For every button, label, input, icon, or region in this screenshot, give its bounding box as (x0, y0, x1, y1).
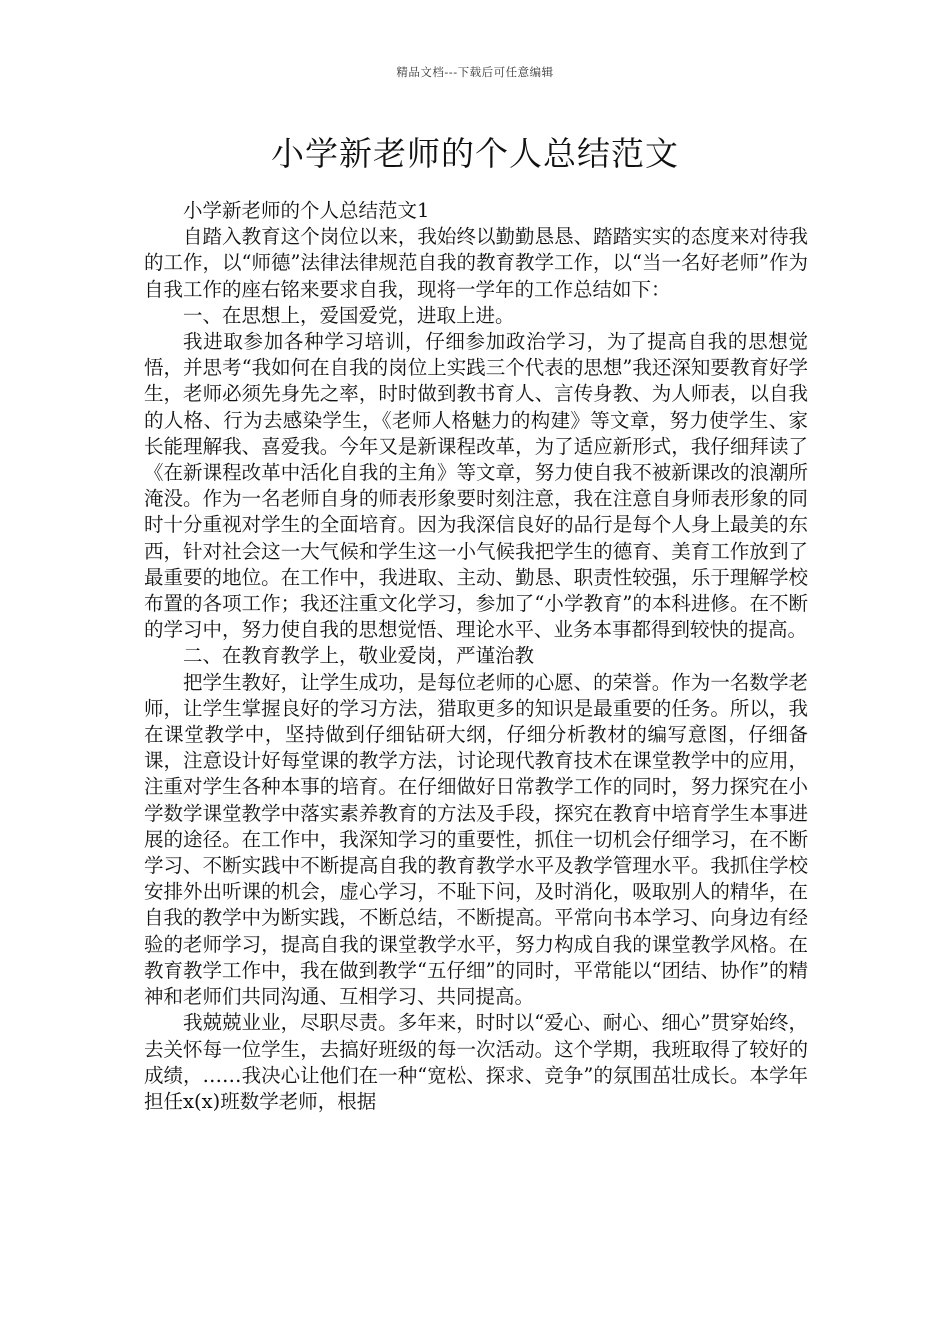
section-heading: 二、在教育教学上，敬业爱岗，严谨治教 (183, 644, 535, 668)
section-heading: 一、在思想上，爱国爱党，进取上进。 (183, 303, 515, 327)
body-paragraph: 把学生教好，让学生成功，是每位老师的心愿、的荣誉。作为一名数学老师，让学生掌握良好的学习方法，猎取更多的知识是最重要的任务。所以，我在课堂教学中，坚持做到仔细钻研大纲，仔细分析教材的编写意图，仔细备课，注意设计好每堂课的教学方法，讨论现代教育技术在课堂教学中的应用，注重对学生各种本事的培育。在仔细做好日常教学工作的同时，努力探究在小学数学课堂教学中落实素养教育的方法及手段，探究在教育中培育学生本事进展的途径。在工作中，我深知学习的重要性，抓住一切机会仔细学习，在不断学习、不断实践中不断提高自我的教育教学水平及教学管理水平。我抓住学校安排外出听课的机会，虚心学习，不耻下问，及时消化，吸取别人的精华，在自我的教学中为断实践，不断总结，不断提高。平常向书本学习、向身边有经验的老师学习，提高自我的课堂教学水平，努力构成自我的课堂教学风格。在教育教学工作中，我在做到教学“五仔细”的同时，平常能以“团结、协作”的精神和老师们共同沟通、互相学习、共同提高。 (144, 670, 808, 1009)
header-note: 精品文档---下载后可任意编辑 (396, 65, 554, 79)
body-paragraph: 自踏入教育这个岗位以来，我始终以勤勤恳恳、踏踏实实的态度来对待我的工作，以“师德”法律法律规范自我的教育教学工作，以“当一名好老师”作为自我工作的座右铭来要求自我，现将一学年的工作总结如下： (144, 225, 808, 301)
document-title: 小学新老师的个人总结范文 (271, 134, 679, 173)
document-body (144, 198, 808, 1115)
section-subtitle: 小学新老师的个人总结范文1 (183, 199, 430, 222)
body-paragraph: 我进取参加各种学习培训，仔细参加政治学习，为了提高自我的思想觉悟，并思考“我如何在自我的岗位上实践三个代表的思想”我还深知要教育好学生，老师必须先身先之率，时时做到教书育人、言传身教、为人师表，以自我的人格、行为去感染学生，《老师人格魅力的构建》等文章，努力使学生、家长能理解我、喜爱我。今年又是新课程改革，为了适应新形式，我仔细拜读了《在新课程改革中活化自我的主角》等文章，努力使自我不被新课改的浪潮所淹没。作为一名老师自身的师表形象要时刻注意，我在注意自身师表形象的同时十分重视对学生的全面培育。因为我深信良好的品行是每个人身上最美的东西，针对社会这一大气候和学生这一小气候我把学生的德育、美育工作放到了最重要的地位。在工作中，我进取、主动、勤恳、职责性较强，乐于理解学校布置的各项工作；我还注重文化学习，参加了“小学教育”的本科进修。在不断的学习中，努力使自我的思想觉悟、理论水平、业务本事都得到较快的提高。 (144, 330, 808, 642)
body-paragraph: 我兢兢业业，尽职尽责。多年来，时时以“爱心、耐心、细心”贯穿始终，去关怀每一位学生，去搞好班级的每一次活动。这个学期，我班取得了较好的成绩，……我决心让他们在一种“宽松、探求、竞争”的氛围茁壮成长。本学年担任x(x)班数学老师，根据 (144, 1011, 808, 1113)
